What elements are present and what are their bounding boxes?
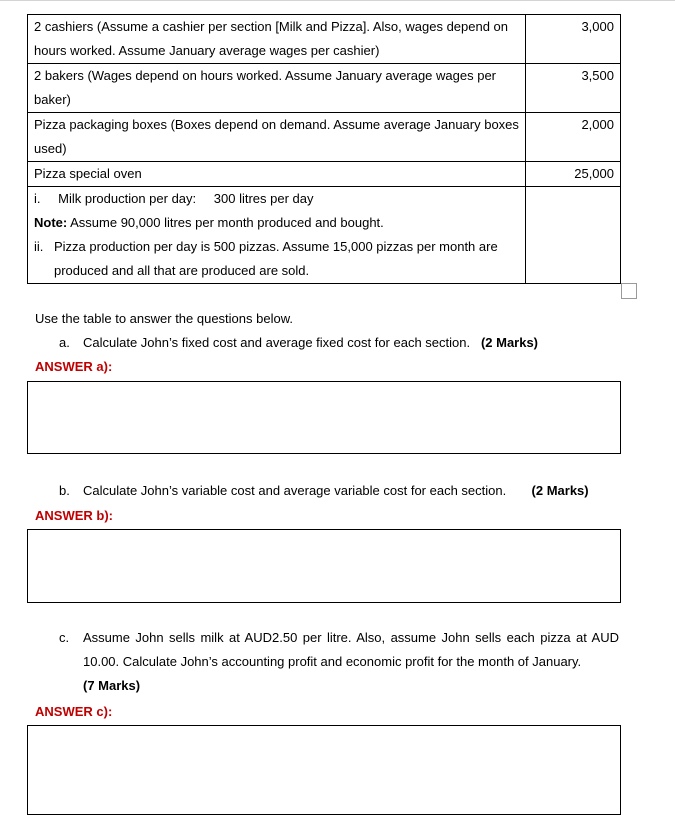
note-text: Assume 90,000 litres per month produced and bought. xyxy=(70,215,384,230)
table-row xyxy=(28,113,621,162)
answer-c-box[interactable] xyxy=(27,725,621,815)
note-line xyxy=(34,211,519,235)
answer-c-label: ANSWER c): xyxy=(35,704,113,719)
note-item-1-marker: i. xyxy=(34,191,41,206)
table-cell-desc: 2 cashiers (Assume a cashier per section [Milk and Pizza]. Also, wages depend on hours worked. Assume January average wages per cashier) xyxy=(28,15,526,64)
question-b xyxy=(59,479,589,503)
answer-b-label: ANSWER b): xyxy=(35,508,113,523)
question-b-text: Calculate John’s variable cost and average variable cost for each section. xyxy=(83,483,507,498)
cost-table xyxy=(27,14,621,284)
question-c xyxy=(59,626,619,698)
question-a xyxy=(59,331,538,355)
table-cell-value: 25,000 xyxy=(526,162,621,187)
table-row xyxy=(28,64,621,113)
table-cell-value: 2,000 xyxy=(526,113,621,162)
checkbox[interactable] xyxy=(621,283,637,299)
instructions-text: Use the table to answer the questions below. xyxy=(35,311,293,326)
answer-a-box[interactable] xyxy=(27,381,621,454)
note-item-2-marker: ii. xyxy=(34,239,44,254)
table-row xyxy=(28,162,621,187)
question-b-letter: b. xyxy=(59,483,70,498)
question-b-marks: (2 Marks) xyxy=(531,483,589,498)
note-label: Note: xyxy=(34,215,68,230)
note-item-1-value: 300 litres per day xyxy=(213,191,314,206)
table-cell-value: 3,500 xyxy=(526,64,621,113)
answer-a-label: ANSWER a): xyxy=(35,359,113,374)
table-row xyxy=(28,15,621,64)
question-a-text: Calculate John’s fixed cost and average fixed cost for each section. xyxy=(83,335,471,350)
table-cell-desc: 2 bakers (Wages depend on hours worked. Assume January average wages per baker) xyxy=(28,64,526,113)
page-top-rule xyxy=(0,0,675,1)
note-item-2 xyxy=(34,235,519,283)
table-cell-value-empty xyxy=(526,187,621,284)
question-c-letter: c. xyxy=(59,630,70,645)
question-c-text: Assume John sells milk at AUD2.50 per litre. Also, assume John sells each pizza at AUD 10.00. Calculate John’s accounting profit and economic profit for the month of January. xyxy=(83,630,619,669)
table-cell-desc: Pizza packaging boxes (Boxes depend on demand. Assume average January boxes used) xyxy=(28,113,526,162)
table-cell-value: 3,000 xyxy=(526,15,621,64)
question-a-letter: a. xyxy=(59,335,70,350)
note-item-2-text: Pizza production per day is 500 pizzas. Assume 15,000 pizzas per month are produced and all that are produced are sold. xyxy=(54,239,498,278)
question-a-marks: (2 Marks) xyxy=(480,335,539,350)
question-c-marks: (7 Marks) xyxy=(83,678,141,693)
notes-cell xyxy=(28,187,526,284)
answer-b-box[interactable] xyxy=(27,529,621,603)
note-item-1 xyxy=(34,187,519,211)
note-item-1-label: Milk production per day: xyxy=(58,191,197,206)
table-cell-desc: Pizza special oven xyxy=(28,162,526,187)
table-row-notes xyxy=(28,187,621,284)
